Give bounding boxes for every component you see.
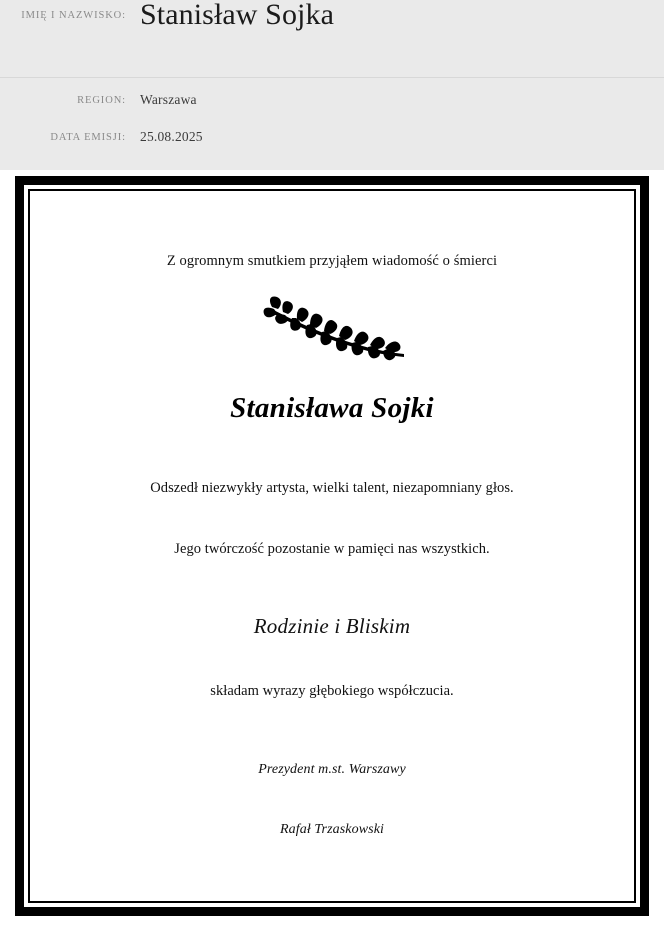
meta-label-name: IMIĘ I NAZWISKO: xyxy=(21,10,126,21)
meta-row-name xyxy=(0,0,664,77)
meta-row-date xyxy=(0,122,664,152)
notice-tribute-line: Odszedł niezwykły artysta, wielki talent, niezapomniany głos. xyxy=(150,480,514,496)
meta-value-date: 25.08.2025 xyxy=(140,129,203,144)
signer-name: Rafał Trzaskowski xyxy=(280,822,384,837)
obituary-card-inner-border xyxy=(28,189,636,903)
deceased-name: Stanisława Sojki xyxy=(230,392,434,424)
header-divider xyxy=(0,77,664,78)
meta-label-region: REGION: xyxy=(77,94,126,106)
signer-title: Prezydent m.st. Warszawy xyxy=(258,762,406,777)
obituary-card xyxy=(15,176,649,916)
obituary-card-content xyxy=(30,191,634,901)
record-meta-header xyxy=(0,0,664,170)
obituary-card-border-gap xyxy=(24,185,640,907)
laurel-branch-icon xyxy=(252,296,412,370)
page-title: Stanisław Sojka xyxy=(140,0,334,31)
meta-label-date: DATA EMISJI: xyxy=(50,131,126,143)
notice-intro-line: Z ogromnym smutkiem przyjąłem wiadomość o śmierci xyxy=(166,253,498,269)
meta-value-region: Warszawa xyxy=(140,92,197,107)
notice-memory-line: Jego twórczość pozostanie w pamięci nas wszystkich. xyxy=(174,541,490,557)
notice-addressee: Rodzinie i Bliskim xyxy=(253,614,411,638)
meta-row-region xyxy=(0,85,664,115)
notice-condolence-line: składam wyrazy głębokiego współczucia. xyxy=(210,683,454,699)
